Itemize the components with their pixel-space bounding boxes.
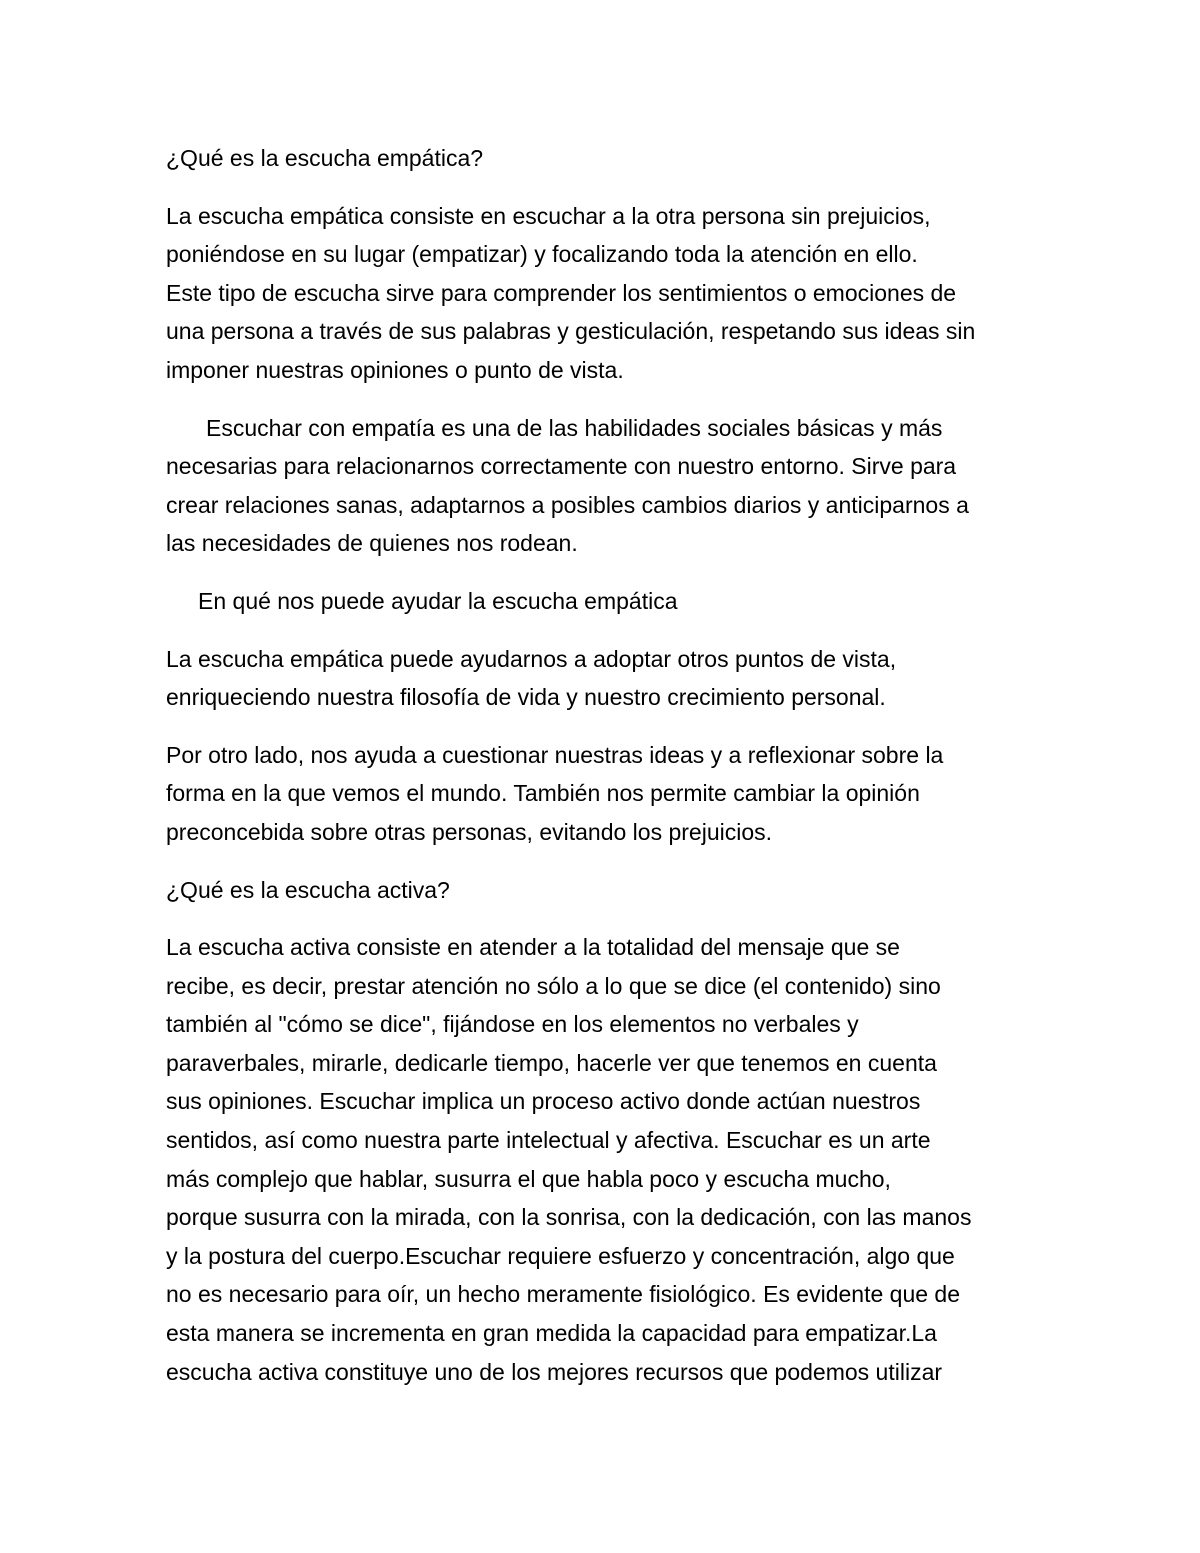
text-line: recibe, es decir, prestar atención no sólo a lo que se dice (el contenido) sino: [166, 972, 941, 999]
text-line: preconcebida sobre otras personas, evitando los prejuicios.: [166, 818, 773, 845]
text-line: sus opiniones. Escuchar implica un proceso activo donde actúan nuestros: [166, 1088, 921, 1115]
paragraph-definition-active: [166, 928, 1046, 1391]
heading-text: En qué nos puede ayudar la escucha empática: [198, 587, 678, 614]
text-line: no es necesario para oír, un hecho meramente fisiológico. Es evidente que de: [166, 1281, 960, 1308]
text-line: las necesidades de quienes nos rodean.: [166, 530, 578, 557]
text-line: Este tipo de escucha sirve para comprender los sentimientos o emociones de: [166, 279, 957, 306]
text-line: Por otro lado, nos ayuda a cuestionar nuestras ideas y a reflexionar sobre la: [166, 741, 944, 768]
heading-text: ¿Qué es la escucha empática?: [166, 145, 484, 171]
paragraph-viewpoints: [166, 640, 1046, 717]
text-line: enriqueciendo nuestra filosofía de vida y nuestro crecimiento personal.: [166, 684, 886, 711]
text-line: paraverbales, mirarle, dedicarle tiempo, hacerle ver que tenemos en cuenta: [166, 1049, 937, 1076]
text-line: La escucha empática consiste en escuchar a la otra persona sin prejuicios,: [166, 202, 931, 229]
text-line: sentidos, así como nuestra parte intelectual y afectiva. Escuchar es un arte: [166, 1127, 931, 1154]
heading-how-it-helps: [166, 582, 1046, 621]
paragraph-question-ideas: [166, 736, 1046, 852]
text-line: poniéndose en su lugar (empatizar) y focalizando toda la atención en ello.: [166, 241, 918, 268]
text-line: Escuchar con empatía es una de las habilidades sociales básicas y más: [206, 414, 943, 441]
text-line: La escucha activa consiste en atender a la totalidad del mensaje que se: [166, 934, 900, 961]
paragraph-definition-empathic: [166, 197, 1046, 390]
text-line: una persona a través de sus palabras y gesticulación, respetando sus ideas sin: [166, 318, 976, 345]
text-line: porque susurra con la mirada, con la sonrisa, con la dedicación, con las manos: [166, 1204, 972, 1231]
document-body: [166, 139, 1046, 1410]
text-line: también al "cómo se dice", fijándose en los elementos no verbales y: [166, 1011, 859, 1038]
heading-escucha-activa: [166, 871, 1046, 910]
heading-escucha-empatica: [166, 139, 1046, 178]
text-line: más complejo que hablar, susurra el que habla poco y escucha mucho,: [166, 1165, 891, 1192]
text-line: imponer nuestras opiniones o punto de vista.: [166, 356, 624, 383]
paragraph-social-skills: [166, 409, 1046, 563]
text-line: La escucha empática puede ayudarnos a adoptar otros puntos de vista,: [166, 645, 897, 672]
heading-text: ¿Qué es la escucha activa?: [166, 876, 450, 903]
text-line: escucha activa constituye uno de los mejores recursos que podemos utilizar: [166, 1358, 943, 1385]
text-line: crear relaciones sanas, adaptarnos a posibles cambios diarios y anticiparnos a: [166, 491, 969, 518]
text-line: esta manera se incrementa en gran medida la capacidad para empatizar.La: [166, 1320, 937, 1347]
text-line: necesarias para relacionarnos correctamente con nuestro entorno. Sirve para: [166, 453, 957, 480]
text-line: y la postura del cuerpo.Escuchar requiere esfuerzo y concentración, algo que: [166, 1242, 955, 1269]
text-line: forma en la que vemos el mundo. También nos permite cambiar la opinión: [166, 780, 920, 807]
